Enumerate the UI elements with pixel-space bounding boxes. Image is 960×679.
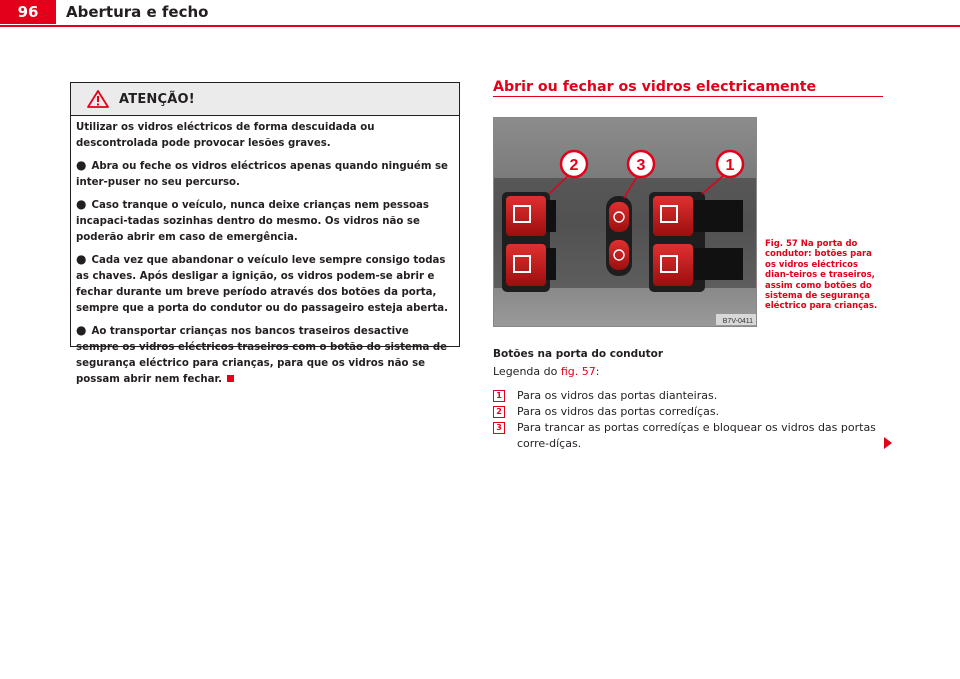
warning-bullet <box>76 251 454 317</box>
item-number-badge: 1 <box>493 390 505 402</box>
continue-arrow-icon <box>884 437 892 449</box>
page-number: 96 <box>0 0 56 24</box>
warning-intro: Utilizar os vidros eléctricos de forma descuidada ou descontrolada pode provocar lesões graves. <box>76 122 375 149</box>
figure-window-switches <box>493 117 757 327</box>
svg-text:2: 2 <box>569 157 579 174</box>
legend-item-text: Para os vidros das portas dianteiras. <box>517 389 718 402</box>
warning-bullet-text: Cada vez que abandonar o veículo leve sempre consigo todas as chaves. Após desligar a ignição, os vidros podem-se abrir e fechar durante um breve período através dos botões da porta, sempre que a porta do condutor ou do passageiro esteja aberta. <box>76 255 448 314</box>
warning-bullet <box>76 322 454 388</box>
rear-window-switch <box>502 192 556 292</box>
callout-2 <box>561 151 587 177</box>
warning-title: ATENÇÃO! <box>119 91 195 107</box>
warning-bullet-text: Caso tranque o veículo, nunca deixe crianças nem pessoas incapaci-tadas sozinhas dentro do mesmo. Os vidros não se poderão abrir em caso de emergência. <box>76 200 429 243</box>
callout-1 <box>717 151 743 177</box>
bullet-icon: ● <box>76 252 87 266</box>
header-rule <box>0 25 960 27</box>
warning-header <box>71 83 459 116</box>
legend-line <box>493 365 599 378</box>
warning-bullet-text: Ao transportar crianças nos bancos traseiros desactive sempre os vidros eléctricos traseiros com o botão do sistema de segurança eléctrico para crianças, para que os vidros não se possam abrir nem fechar. <box>76 326 448 385</box>
window-switch-illustration <box>494 118 757 327</box>
bullet-icon: ● <box>76 158 87 172</box>
legend-item-text: Para os vidros das portas corredíças. <box>517 405 720 418</box>
warning-box <box>70 82 460 385</box>
warning-bullet <box>76 196 454 246</box>
child-safety-switch <box>606 196 632 276</box>
figure-code: B7V-0411 <box>722 318 753 325</box>
subheading: Botões na porta do condutor <box>493 348 664 360</box>
figure-caption: Fig. 57 Na porta do condutor: botões para os vidros eléctricos dian-teiros e traseiros, assim como botões do sistema de segurança eléctrico para crianças. <box>765 239 878 312</box>
svg-text:3: 3 <box>636 157 646 174</box>
legend-item-text: Para trancar as portas corredíças e bloquear os vidros das portas corre-díças. <box>517 421 876 450</box>
warning-bullet <box>76 157 454 191</box>
callout-3 <box>628 151 654 177</box>
figure-reference-link[interactable]: fig. 57 <box>560 365 596 378</box>
warning-body <box>71 116 459 388</box>
item-number-badge: 2 <box>493 406 505 418</box>
bullet-icon: ● <box>76 197 87 211</box>
svg-text:1: 1 <box>725 157 735 174</box>
bullet-icon: ● <box>76 323 87 337</box>
warning-triangle-icon <box>87 90 109 108</box>
legend-suffix: : <box>595 365 600 378</box>
warning-bullet-text: Abra ou feche os vidros eléctricos apenas quando ninguém se inter-puser no seu percurso. <box>76 161 448 188</box>
section-rule <box>493 96 883 97</box>
section-title: Abrir ou fechar os vidros electricamente <box>493 79 817 95</box>
item-number-badge: 3 <box>493 422 505 434</box>
page-header-title: Abertura e fecho <box>66 3 209 21</box>
legend-prefix: Legenda do <box>493 365 561 378</box>
section-end-icon <box>227 375 234 382</box>
